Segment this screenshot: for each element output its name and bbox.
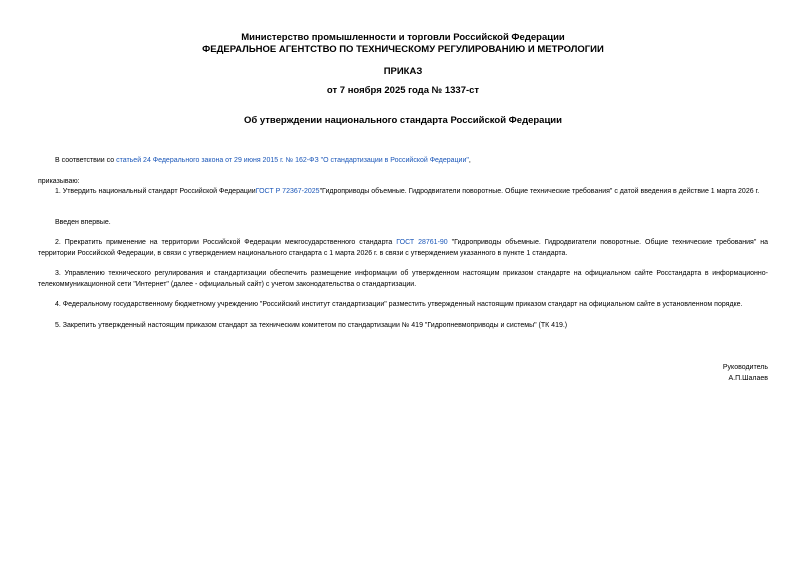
gost-28761-link[interactable]: ГОСТ 28761-90 [396,239,448,246]
document-page [38,0,768,571]
item-1-prefix: 1. Утвердить национальный стандарт Российской Федерации [55,188,256,195]
order-subject: Об утверждении национального стандарта Российской Федерации [243,115,562,126]
item-2-prefix: 2. Прекратить применение на территории Российской Федерации межгосударственного стандарта [55,239,397,246]
item-2-suffix: "Гидроприводы объемные. Гидродвигатели поворотные. Общие технические требования" на территории Российской Федерации, в связи с утверждением национального стандарта с 1 марта 2026 г. в связи с утверждением указанного в пункте 1 стандарта. [38,239,768,257]
item-5-paragraph: 5. Закрепить утвержденный настоящим приказом стандарт за техническим комитетом по стандартизации № 419 "Гидропневмоприводы и системы" (ТК 419.) [55,322,568,329]
signatory-role: Руководитель [722,364,768,371]
item-4-paragraph: 4. Федеральному государственному бюджетному учреждению "Российский институт стандартизации" разместить утвержденный настоящим приказом стандарт на официальном сайте в установленном порядке. [55,301,743,308]
federal-law-link[interactable]: статьей 24 Федерального закона от 29 июня 2015 г. № 162-ФЗ "О стандартизации в Российской Федерации" [116,157,469,164]
intro-paragraph [38,156,768,167]
item-3-paragraph: 3. Управлению технического регулирования и стандартизации обеспечить размещение информации об утвержденном настоящим приказом стандарте на официальном сайте Росстандарта в информационно-телекоммуникационной сети "Интернет" (далее - официальный сайт) с учетом законодательства о стандартизации. [38,270,768,288]
intro-suffix: , [468,157,471,164]
intro-prefix: В соответствии со [55,157,117,164]
signatory-name: А.П.Шалаев [728,375,768,382]
order-title: ПРИКАЗ [383,66,423,77]
order-date: от 7 ноября 2025 года № 1337-ст [326,85,480,96]
order-word: приказываю: [38,178,80,185]
agency-name: ФЕДЕРАЛЬНОЕ АГЕНТСТВО ПО ТЕХНИЧЕСКОМУ РЕГУЛИРОВАНИЮ И МЕТРОЛОГИИ [202,44,604,55]
item-1-paragraph [38,187,768,198]
ministry-name: Министерство промышленности и торговли Российской Федерации [241,32,565,43]
item-2-paragraph [38,238,768,259]
item-1-suffix: "Гидроприводы объемные. Гидродвигатели поворотные. Общие технические требования" с датой введения в действие 1 марта 2026 г. [319,188,760,195]
introduced-first-note: Введен впервые. [55,219,111,226]
gost-r-72367-link[interactable]: ГОСТ Р 72367-2025 [255,188,320,195]
